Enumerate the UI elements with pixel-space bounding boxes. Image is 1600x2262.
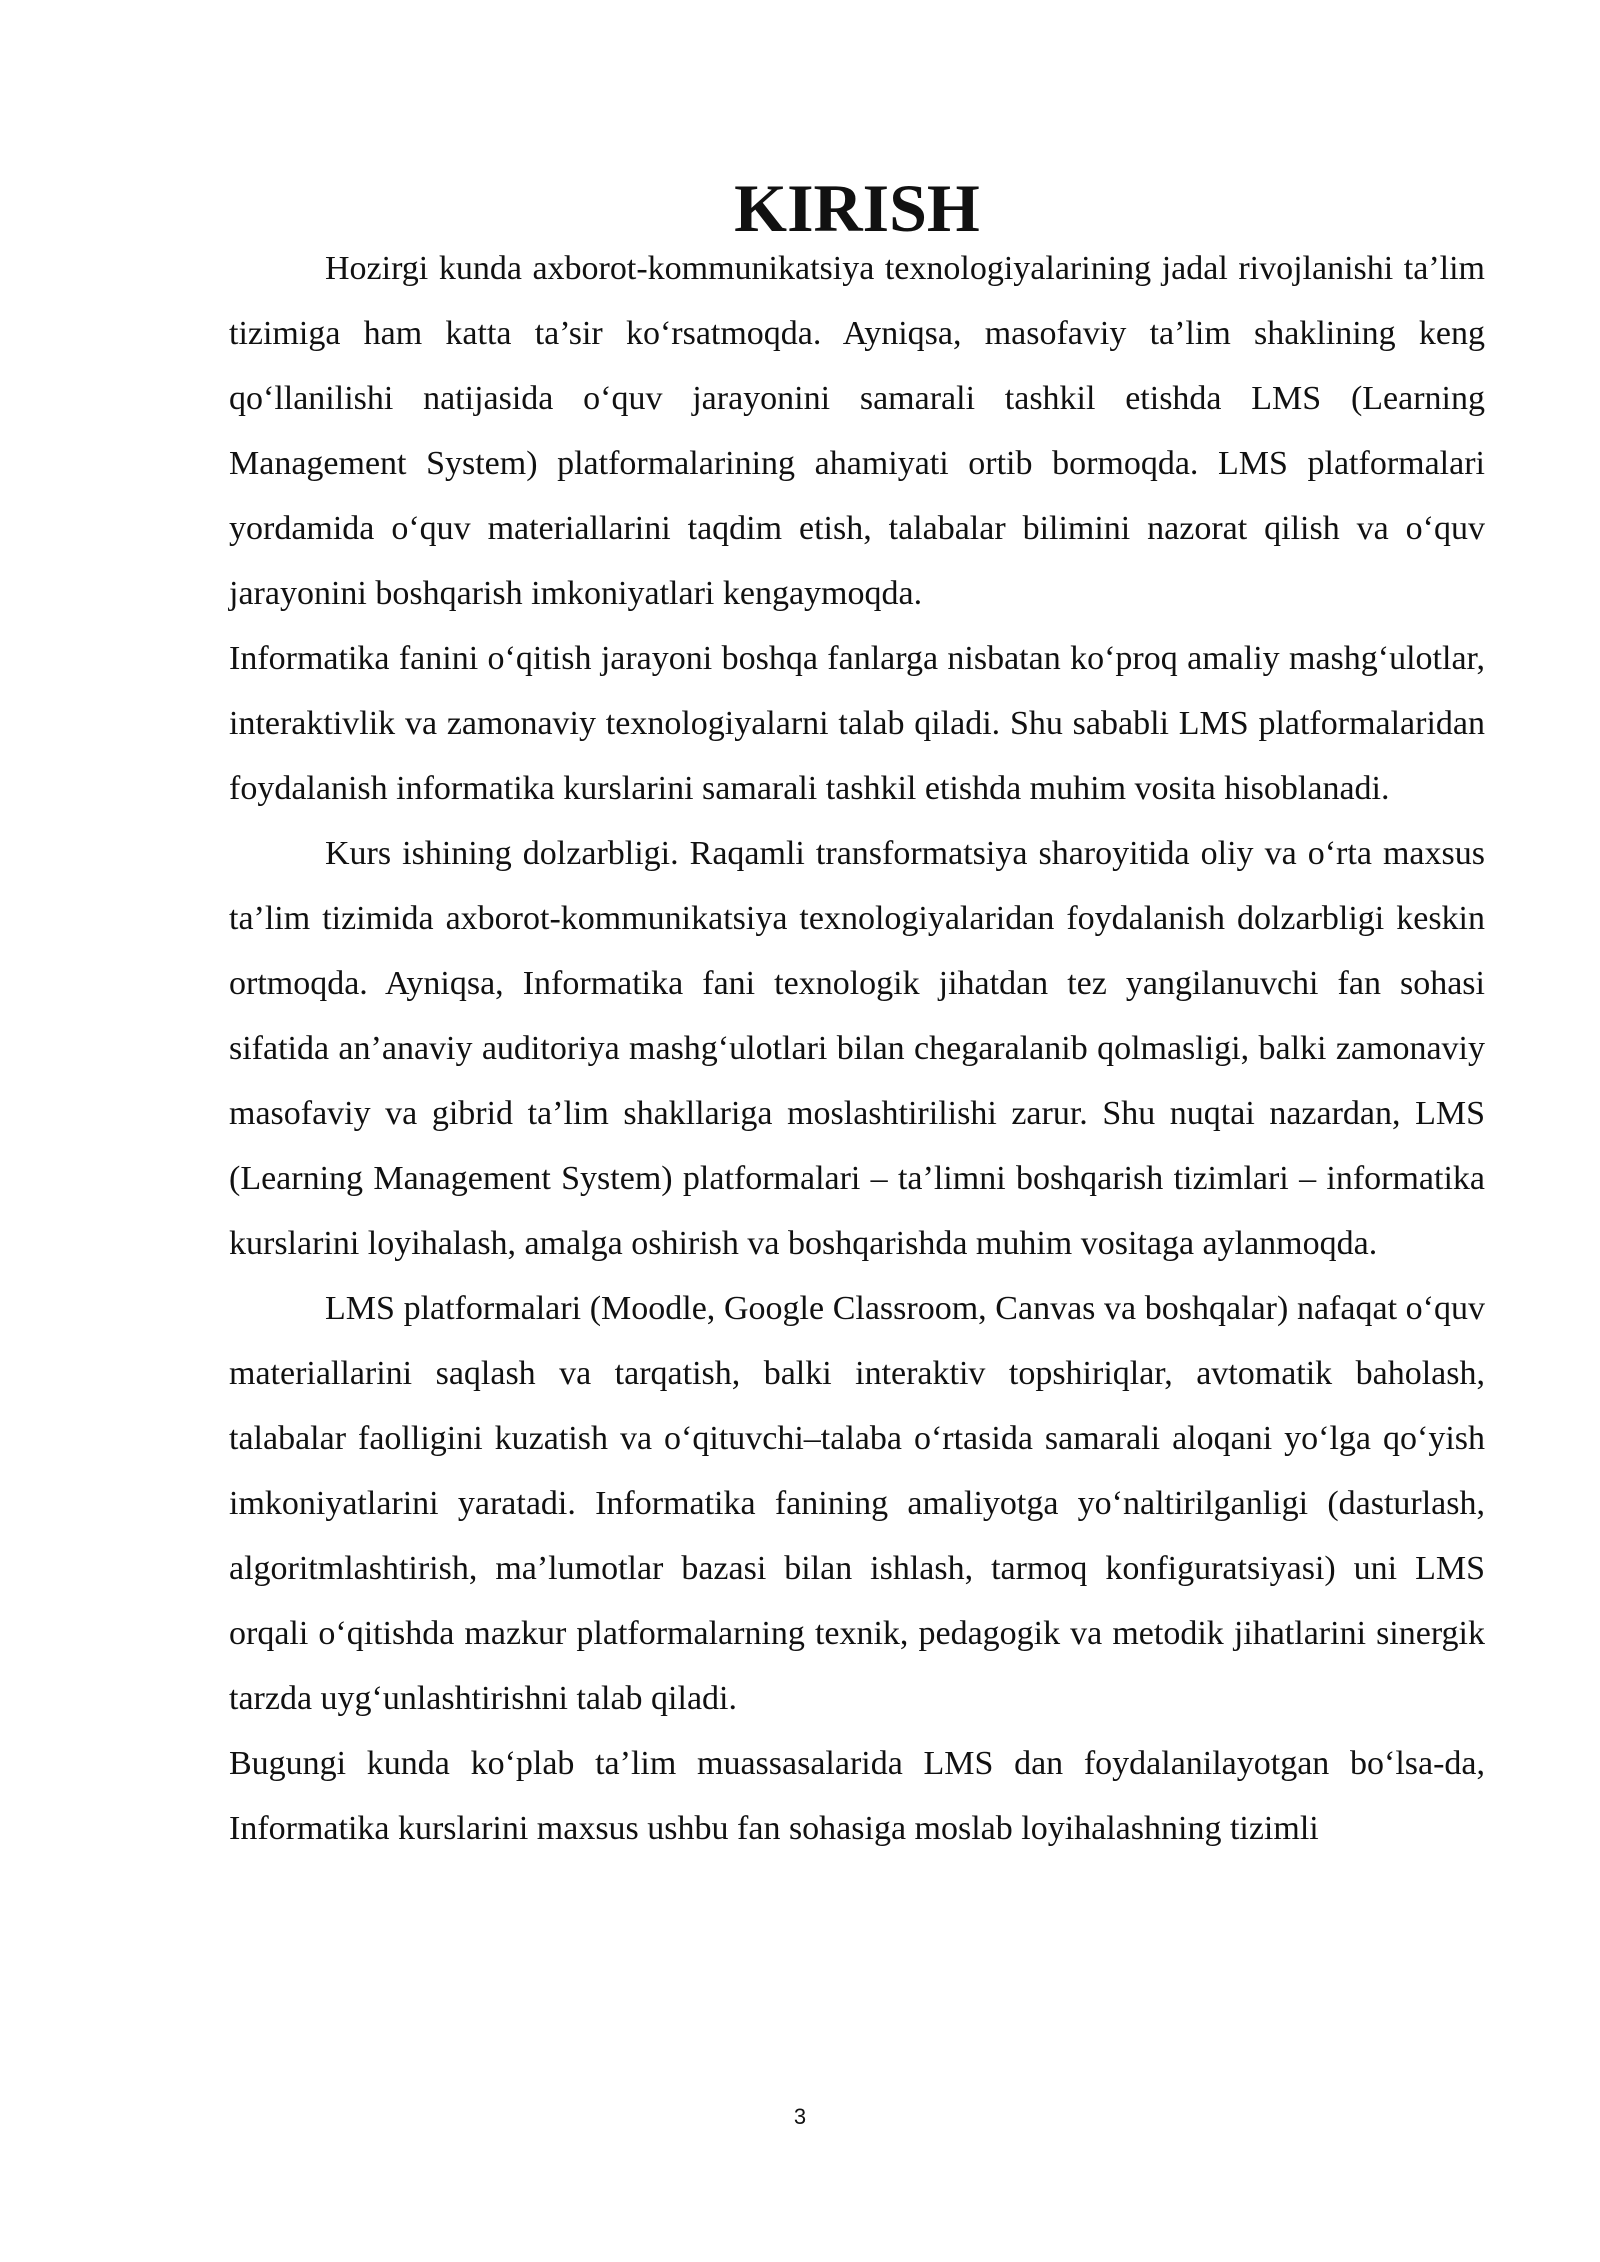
page-content [229,170,1485,1861]
page-number: 3 [793,2104,807,2129]
paragraph-3: Kurs ishining dolzarbligi. Raqamli transformatsiya sharoyitida oliy va o‘rta maxsus ta’lim tizimida axborot-kommunikatsiya texnologiyalaridan foydalanish dolzarbligi keskin ortmoqda. Ayniqsa, Informatika fani texnologik jihatdan tez yangilanuvchi fan sohasi sifatida an’anaviy auditoriya mashg‘ulotlari bilan chegaralanib qolmasligi, balki zamonaviy masofaviy va gibrid ta’lim shakllariga moslashtirilishi zarur. Shu nuqtai nazardan, LMS (Learning Management System) platformalari – ta’limni boshqarish tizimlari – informatika kurslarini loyihalash, amalga oshirish va boshqarishda muhim vositaga aylanmoqda. [229,835,1485,1262]
page-title: KIRISH [734,170,980,246]
paragraph-2: Informatika fanini o‘qitish jarayoni boshqa fanlarga nisbatan ko‘proq amaliy mashg‘ulotlar, interaktivlik va zamonaviy texnologiyalarni talab qiladi. Shu sababli LMS platformalaridan foydalanish informatika kurslarini samarali tashkil etishda muhim vosita hisoblanadi. [229,640,1485,807]
paragraph-1: Hozirgi kunda axborot-kommunikatsiya texnologiyalarining jadal rivojlanishi ta’lim tizimiga ham katta ta’sir ko‘rsatmoqda. Ayniqsa, masofaviy ta’lim shaklining keng qo‘llanilishi natijasida o‘quv jarayonini samarali tashkil etishda LMS (Learning Management System) platformalarining ahamiyati ortib bormoqda. LMS platformalari yordamida o‘quv materiallarini taqdim etish, talabalar bilimini nazorat qilish va o‘quv jarayonini boshqarish imkoniyatlari kengaymoqda. [229,250,1485,612]
paragraph-4: LMS platformalari (Moodle, Google Classroom, Canvas va boshqalar) nafaqat o‘quv materiallarini saqlash va tarqatish, balki interaktiv topshiriqlar, avtomatik baholash, talabalar faolligini kuzatish va o‘qituvchi–talaba o‘rtasida samarali aloqani yo‘lga qo‘yish imkoniyatlarini yaratadi. Informatika fanining amaliyotga yo‘naltirilganligi (dasturlash, algoritmlashtirish, ma’lumotlar bazasi bilan ishlash, tarmoq konfiguratsiyasi) uni LMS orqali o‘qitishda mazkur platformalarning texnik, pedagogik va metodik jihatlarini sinergik tarzda uyg‘unlashtirishni talab qiladi. [229,1290,1485,1717]
paragraph-5: Bugungi kunda ko‘plab ta’lim muassasalarida LMS dan foydalanilayotgan bo‘lsa-da, Informatika kurslarini maxsus ushbu fan sohasiga moslab loyihalashning tizimli [229,1745,1485,1847]
